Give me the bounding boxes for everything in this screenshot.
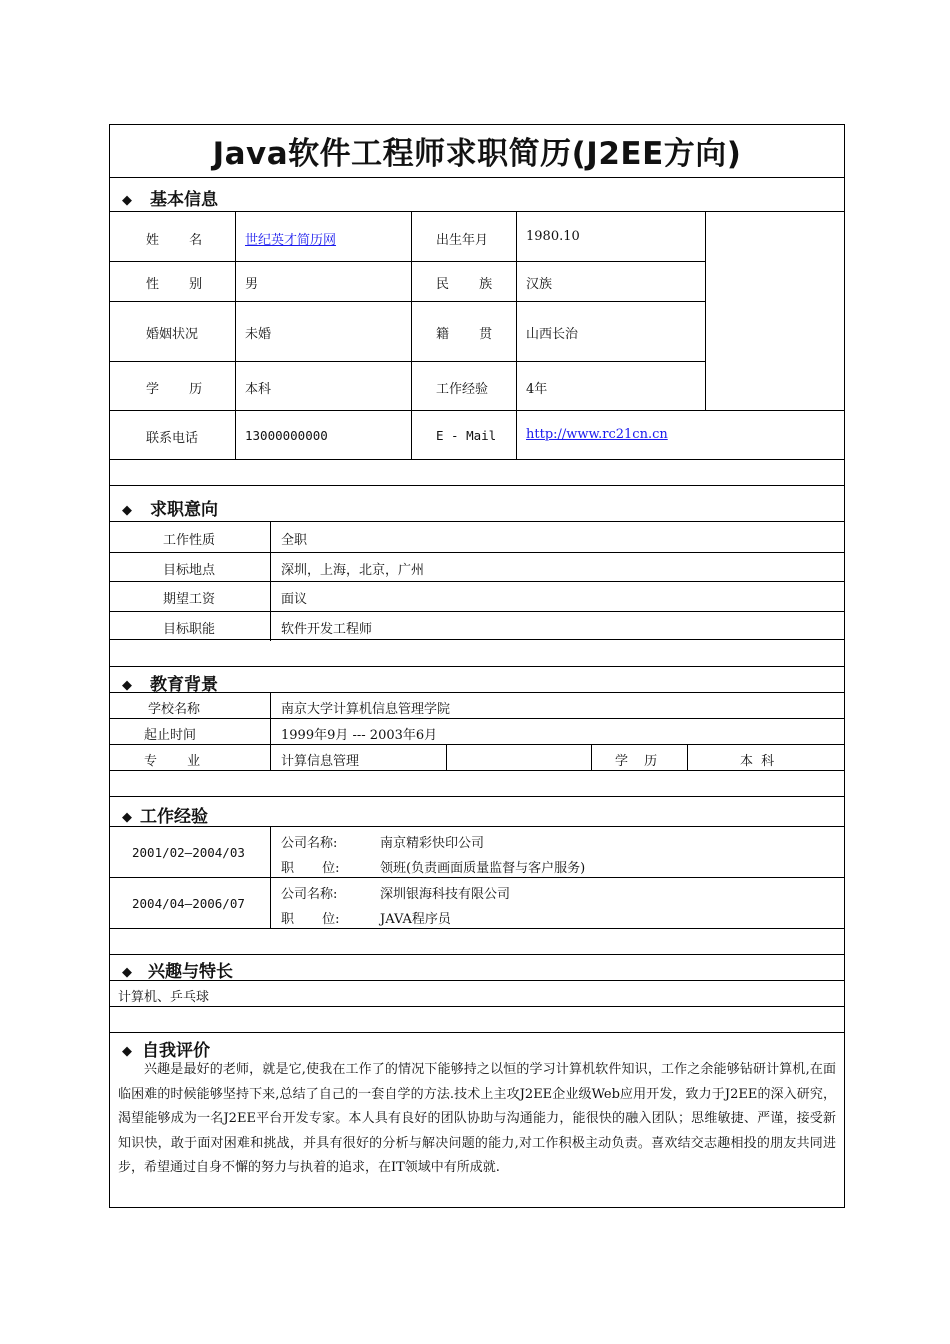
divider <box>687 744 688 770</box>
intent-label: 工作性质 <box>163 533 216 548</box>
position-value: 领班(负责画面质量监督与客户服务) <box>380 861 586 876</box>
resume-frame <box>109 124 845 1208</box>
position-label: 职 位: <box>281 912 340 927</box>
divider <box>110 485 844 486</box>
divider <box>235 261 705 262</box>
school-label: 学校名称 <box>148 702 201 717</box>
marital-label: 婚姻状况 <box>146 327 199 342</box>
divider <box>110 361 705 362</box>
major-value: 计算信息管理 <box>281 754 360 769</box>
intent-value: 面议 <box>281 592 308 607</box>
divider <box>110 796 844 797</box>
divider <box>110 666 844 667</box>
divider <box>110 1032 844 1033</box>
ethnic-value: 汉族 <box>526 277 553 292</box>
divider <box>110 639 844 640</box>
intent-label: 期望工资 <box>163 592 216 607</box>
self-evaluation-text: 兴趣是最好的老师，就是它,使我在工作了的情况下能够持之以恒的学习计算机软件知识，工作之余能够钻研计算机,在面临困难的时候能够坚持下来,总结了自己的一套自学的方法.技术上主攻J2EE企业级Web应用开发，致力于J2EE的深入研究，渴望能够成为一名J2EE平台开发专家。本人具有良好的团队协助与沟通能力，能很快的融入团队；思维敏捷、严谨，接受新知识快，敢于面对困难和挑战，并具有很好的分析与解决问题的能力,对工作积极主动负责。喜欢结交志趣相投的朋友共同进步，希望通过自身不懈的努力与执着的追求，在IT领域中有所成就. <box>118 1062 836 1176</box>
divider <box>411 211 412 460</box>
diamond-icon: ◆ <box>122 678 132 693</box>
divider <box>110 744 844 745</box>
diamond-icon: ◆ <box>122 965 132 980</box>
diamond-icon: ◆ <box>122 503 132 518</box>
position-label: 职 位: <box>281 861 340 876</box>
company-label: 公司名称: <box>281 836 338 851</box>
divider <box>270 521 271 641</box>
divider <box>110 770 844 771</box>
divider <box>110 410 844 411</box>
experience-label: 工作经验 <box>436 382 489 397</box>
birth-label: 出生年月 <box>436 233 489 248</box>
intent-value: 软件开发工程师 <box>281 622 373 637</box>
email-value[interactable]: http://www.rc21cn.cn <box>526 427 668 442</box>
divider <box>110 826 844 827</box>
school-value: 南京大学计算机信息管理学院 <box>281 702 451 717</box>
degree-label: 学 历 <box>146 382 203 397</box>
phone-label: 联系电话 <box>146 431 199 446</box>
divider <box>110 301 705 302</box>
edu-degree-value: 本 科 <box>740 754 775 769</box>
intent-label: 目标地点 <box>163 563 216 578</box>
diamond-icon: ◆ <box>122 1044 132 1059</box>
company-value: 南京精彩快印公司 <box>380 836 485 851</box>
work-period: 2001/02—2004/03 <box>132 845 245 860</box>
section-self: ◆ 自我评价 <box>122 1041 210 1061</box>
origin-label: 籍 贯 <box>436 327 493 342</box>
marital-value: 未婚 <box>245 327 272 342</box>
divider <box>110 692 844 693</box>
name-value[interactable]: 世纪英才简历网 <box>245 233 337 248</box>
divider <box>110 611 844 612</box>
intent-label: 目标职能 <box>163 622 216 637</box>
page-title: Java软件工程师求职简历(J2EE方向) <box>212 136 742 172</box>
divider <box>110 552 844 553</box>
divider <box>591 744 592 770</box>
diamond-icon: ◆ <box>122 810 132 825</box>
work-period: 2004/04—2006/07 <box>132 896 245 911</box>
diamond-icon: ◆ <box>122 193 132 208</box>
divider <box>446 744 447 770</box>
experience-value: 4年 <box>526 382 548 397</box>
divider <box>110 928 844 929</box>
divider <box>110 718 844 719</box>
company-value: 深圳银海科技有限公司 <box>380 887 511 902</box>
divider <box>110 261 236 262</box>
divider <box>516 211 517 460</box>
edu-degree-label: 学 历 <box>615 754 658 769</box>
divider <box>110 581 844 582</box>
divider <box>235 211 236 460</box>
section-education: ◆ 教育背景 <box>122 675 218 695</box>
degree-value: 本科 <box>245 382 272 397</box>
phone-value: 13000000000 <box>245 428 328 443</box>
divider <box>110 177 844 178</box>
divider <box>110 1006 844 1007</box>
divider <box>705 211 706 410</box>
section-basic: ◆ 基本信息 <box>122 190 218 210</box>
divider <box>110 877 844 878</box>
name-label: 姓 名 <box>146 233 203 248</box>
position-value: JAVA程序员 <box>380 912 451 927</box>
birth-value: 1980.10 <box>526 229 580 244</box>
divider <box>110 521 844 522</box>
intent-value: 全职 <box>281 533 308 548</box>
section-intent: ◆ 求职意向 <box>122 500 218 520</box>
divider <box>110 954 844 955</box>
divider <box>270 826 271 928</box>
divider <box>110 459 844 460</box>
email-label: E - Mail <box>436 428 497 443</box>
divider <box>270 692 271 770</box>
period-value: 1999年9月 --- 2003年6月 <box>281 728 438 743</box>
ethnic-label: 民 族 <box>436 277 493 292</box>
period-label: 起止时间 <box>144 728 197 743</box>
hobby-text: 计算机、乒乓球 <box>118 990 210 1005</box>
gender-label: 性 别 <box>146 277 203 292</box>
section-work: ◆ 工作经验 <box>122 807 208 827</box>
origin-value: 山西长治 <box>526 327 579 342</box>
section-hobby: ◆ 兴趣与特长 <box>122 962 233 982</box>
major-label: 专 业 <box>144 754 201 769</box>
company-label: 公司名称: <box>281 887 338 902</box>
intent-value: 深圳，上海，北京，广州 <box>281 563 425 578</box>
divider <box>110 211 844 212</box>
gender-value: 男 <box>245 277 259 292</box>
